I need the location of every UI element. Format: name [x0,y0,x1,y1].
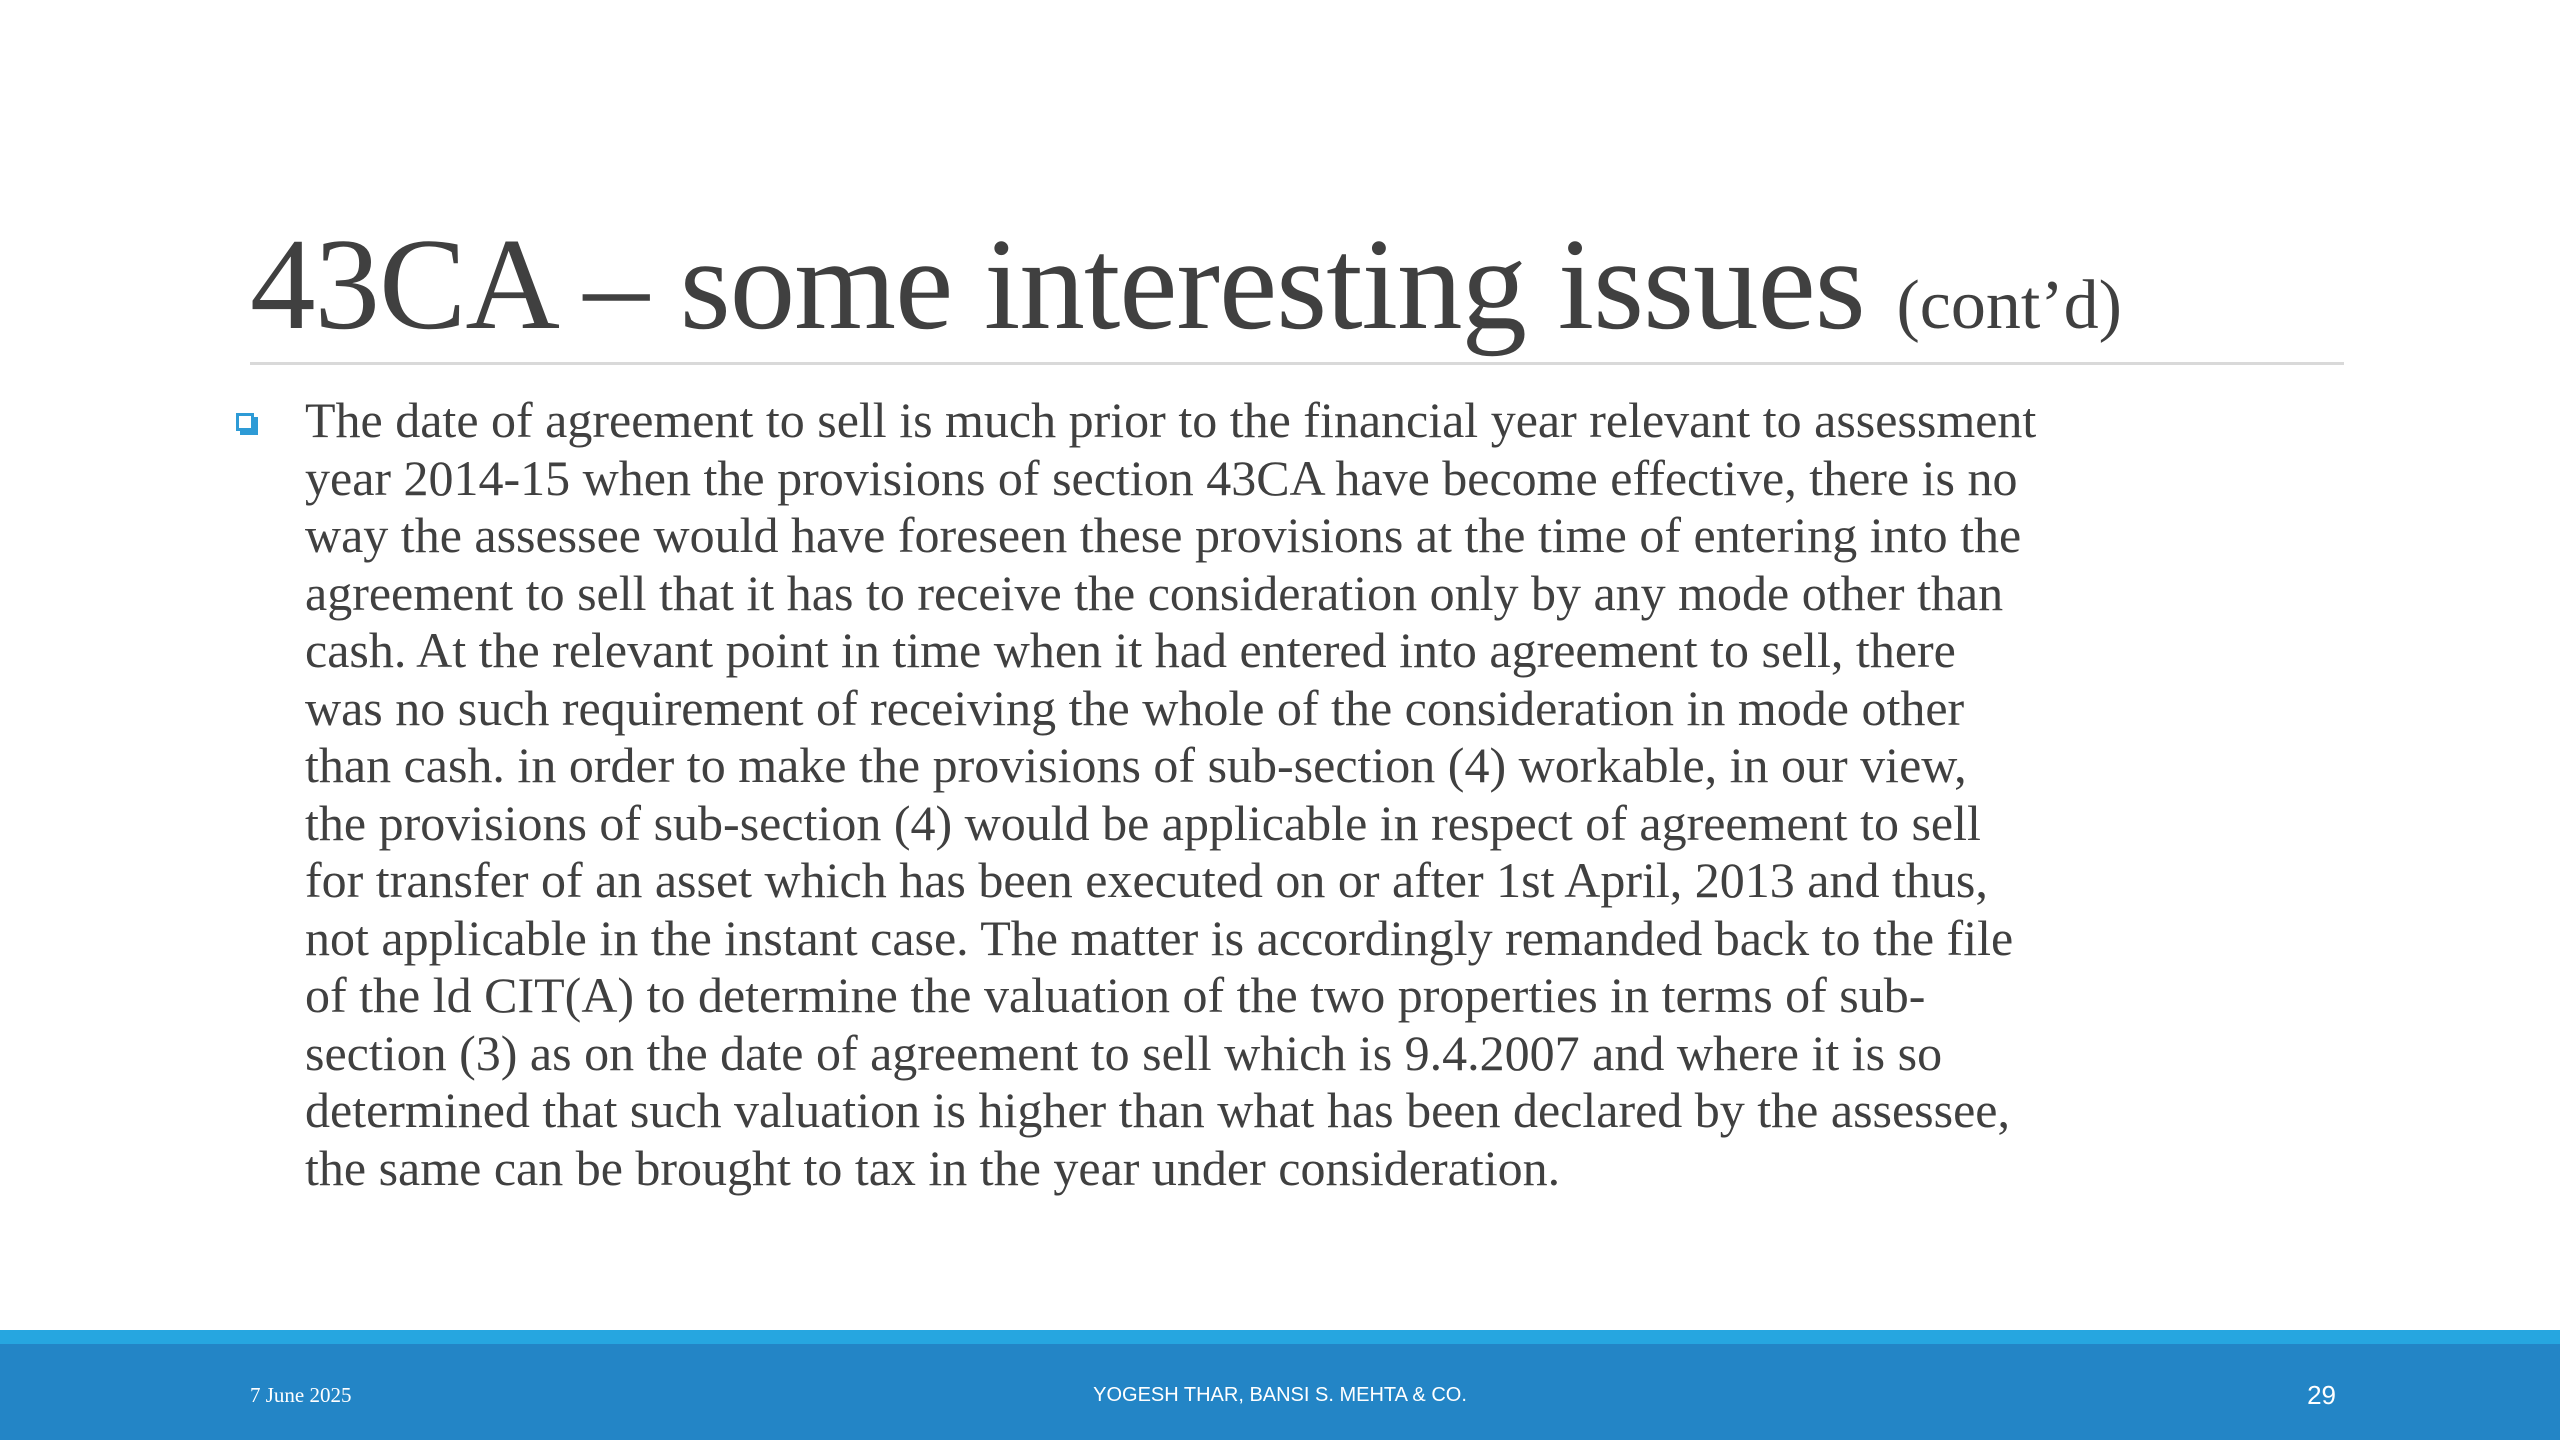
paragraph-line: than cash. in order to make the provisions of sub-section (4) workable, in our view, [305,737,1967,793]
slide-number: 29 [2307,1380,2336,1410]
paragraph-line: of the ld CIT(A) to determine the valuation of the two properties in terms of sub- [305,967,1926,1023]
paragraph-line: agreement to sell that it has to receive the consideration only by any mode other than [305,564,2004,621]
paragraph-line: cash. At the relevant point in time when it had entered into agreement to sell, there [305,622,1956,678]
paragraph-line: the provisions of sub-section (4) would be applicable in respect of agreement to sell [305,794,1981,851]
paragraph-line: for transfer of an asset which has been executed on or after 1st April, 2013 and thus, [305,852,1988,908]
slide-title-main: 43CA – some interesting issues [250,212,1865,357]
paragraph-line: The date of agreement to sell is much prior to the financial year relevant to assessment [305,392,2037,448]
slide-title [250,205,2350,386]
paragraph-line: determined that such valuation is higher than what has been declared by the assessee, [305,1082,2010,1138]
footer-accent-bar [0,1330,2560,1344]
paragraph-line: section (3) as on the date of agreement to sell which is 9.4.2007 and where it is so [305,1024,1943,1081]
title-divider [250,362,2344,365]
bullet-paragraph [305,392,2365,1197]
paragraph-line: year 2014-15 when the provisions of section 43CA have become effective, there is no [305,449,2018,506]
footer-presenter: YOGESH THAR, BANSI S. MEHTA & CO. [1093,1384,1467,1406]
footer-date: 7 June 2025 [250,1383,352,1407]
paragraph-line: was no such requirement of receiving the whole of the consideration in mode other [305,679,1965,736]
slide-title-suffix: (cont’d) [1896,267,2122,344]
paragraph-line: the same can be brought to tax in the year under consideration. [305,1139,1561,1196]
paragraph-line: way the assessee would have foreseen these provisions at the time of entering into the [305,507,2022,563]
hollow-square-bullet-icon [236,413,254,431]
paragraph-line: not applicable in the instant case. The matter is accordingly remanded back to the file [305,909,2014,966]
